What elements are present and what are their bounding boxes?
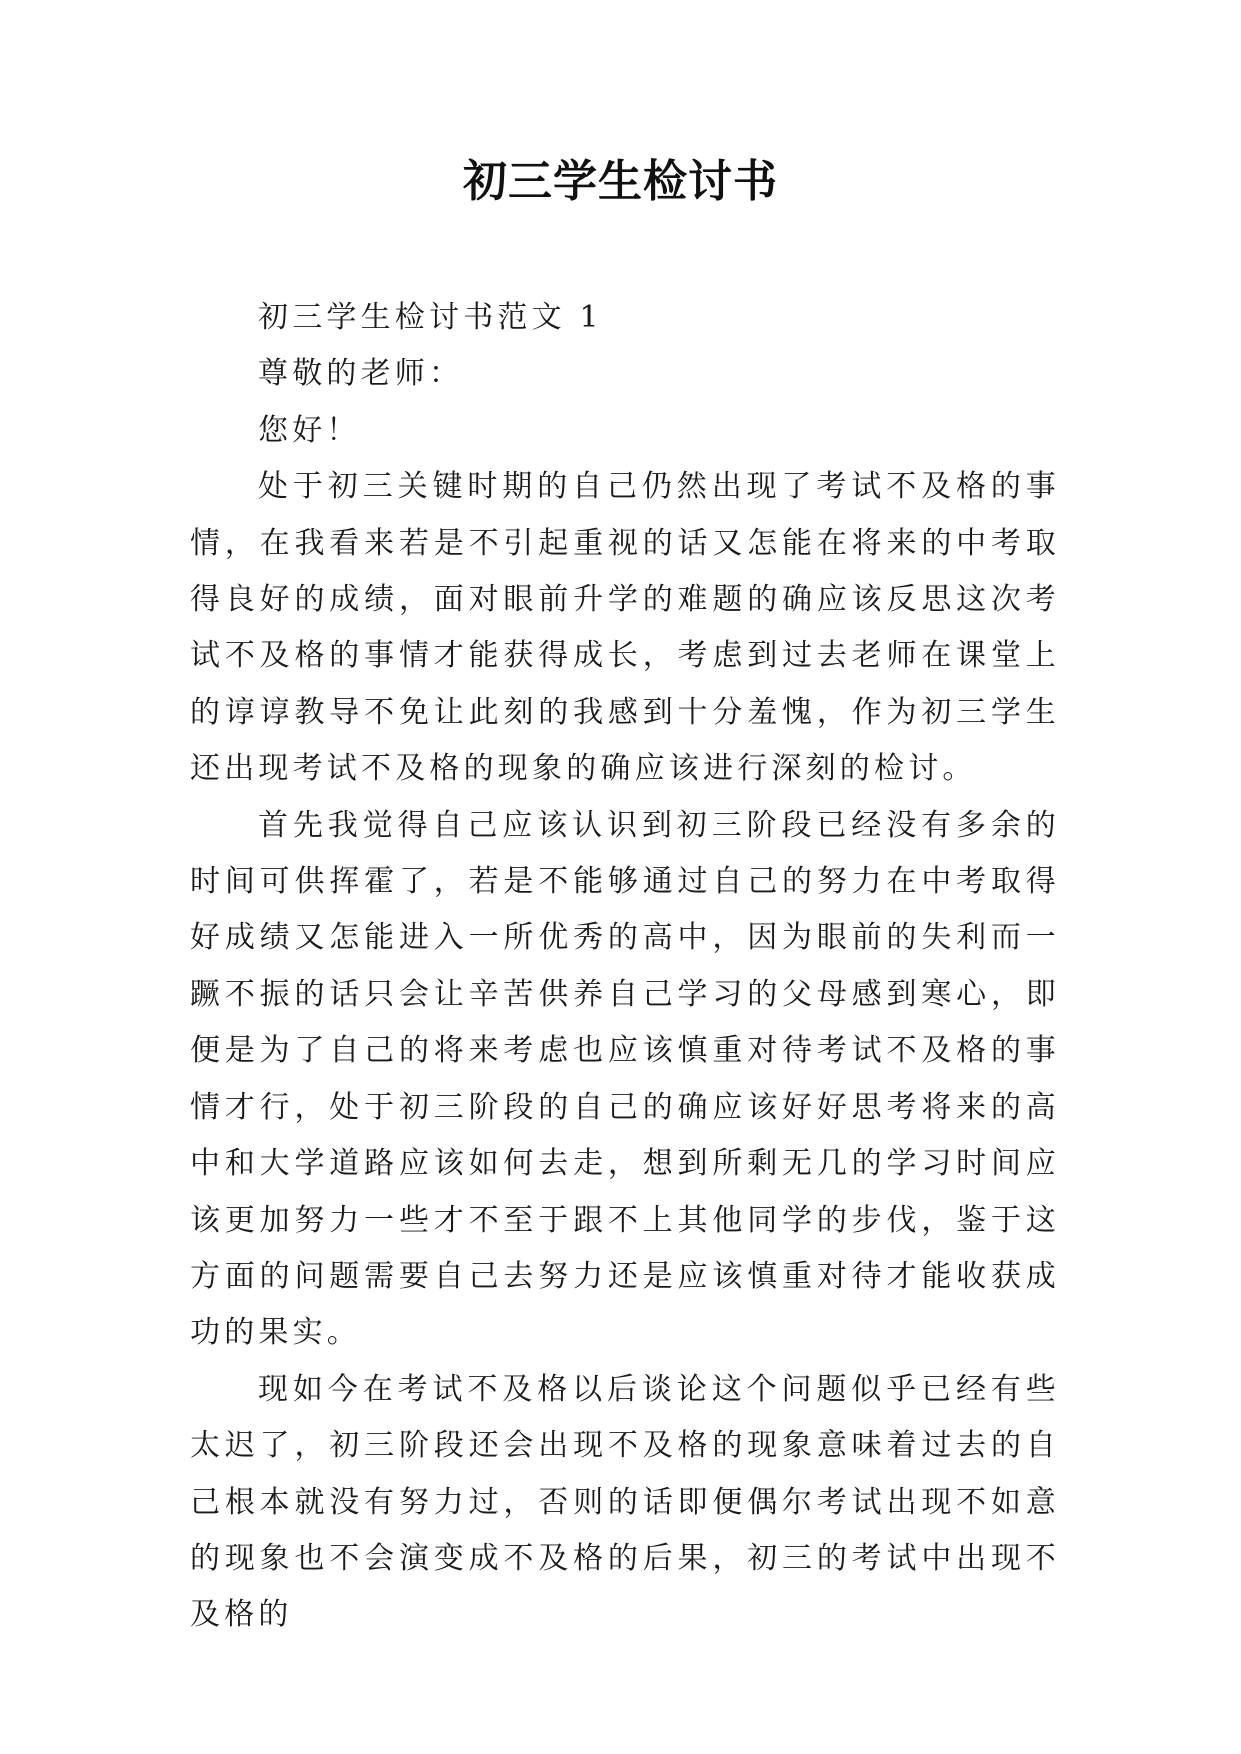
body-paragraph: 处于初三关键时期的自己仍然出现了考试不及格的事情，在我看来若是不引起重视的话又怎能在将来的中考取得良好的成绩，面对眼前升学的难题的确应该反思这次考试不及格的事情才能获得成长，考虑到过去老师在课堂上的谆谆教导不免让此刻的我感到十分羞愧，作为初三学生还出现考试不及格的现象的确应该进行深刻的检讨。 xyxy=(190,469,1060,787)
salutation: 尊敬的老师： xyxy=(258,356,464,392)
greeting: 您好！ xyxy=(258,412,361,448)
document-title: 初三学生检讨书 xyxy=(463,156,778,207)
body-paragraph: 首先我觉得自己应该认识到初三阶段已经没有多余的时间可供挥霍了，若是不能够通过自己的努力在中考取得好成绩又怎能进入一所优秀的高中，因为眼前的失利而一蹶不振的话只会让辛苦供养自己学习的父母感到寒心，即便是为了自己的将来考虑也应该慎重对待考试不及格的事情才行，处于初三阶段的自己的确应该好好思考将来的高中和大学道路应该如何去走，想到所剩无几的学习时间应该更加努力一些才不至于跟不上其他同学的步伐，鉴于这方面的问题需要自己去努力还是应该慎重对待才能收获成功的果实。 xyxy=(190,807,1060,1351)
document-body xyxy=(190,290,1060,1644)
body-paragraph: 现如今在考试不及格以后谈论这个问题似乎已经有些太迟了，初三阶段还会出现不及格的现象意味着过去的自己根本就没有努力过，否则的话即便偶尔考试出现不如意的现象也不会演变成不及格的后果，初三的考试中出现不及格的 xyxy=(190,1371,1060,1633)
section-heading: 初三学生检讨书范文 1 xyxy=(258,300,603,335)
